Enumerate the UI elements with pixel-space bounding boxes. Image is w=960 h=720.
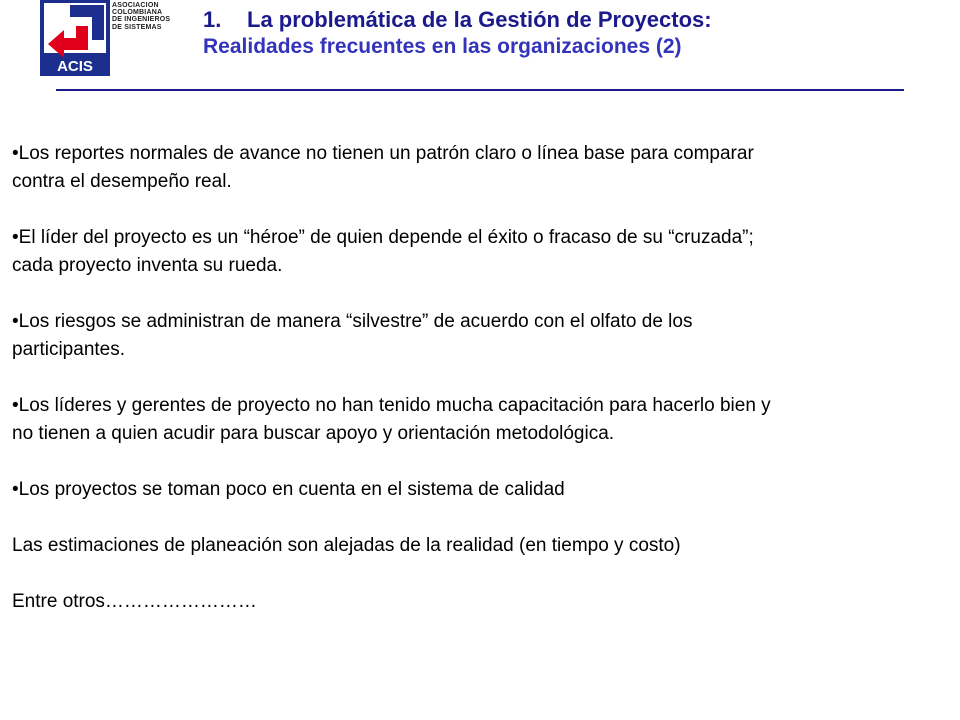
slide-title-number: 1. xyxy=(203,7,222,32)
bullet-paragraph: •Los riesgos se administran de manera “silvestre” de acuerdo con el olfato de los participantes. xyxy=(12,311,693,360)
logo-subtitle-line: DE SISTEMAS xyxy=(112,23,162,31)
logo-subtitle-line: COLOMBIANA xyxy=(112,9,163,17)
logo-subtitle xyxy=(112,2,192,31)
slide-subtitle: Realidades frecuentes en las organizaciones (2) xyxy=(203,35,682,58)
logo-subtitle-line: ASOCIACION xyxy=(112,2,159,9)
bullet-paragraph: •El líder del proyecto es un “héroe” de quien depende el éxito o fracaso de su “cruzada”; cada proyecto inventa su rueda. xyxy=(12,227,754,276)
plain-paragraph: Entre otros…………………… xyxy=(12,591,257,612)
acis-logo xyxy=(40,0,110,76)
acis-logo-graphic xyxy=(40,0,110,76)
bullet-paragraph: •Los proyectos se toman poco en cuenta en el sistema de calidad xyxy=(12,479,565,500)
slide-title xyxy=(203,6,923,34)
bullet-paragraph: •Los líderes y gerentes de proyecto no han tenido mucha capacitación para hacerlo bien y no tienen a quien acudir para buscar apoyo y orientación metodológica. xyxy=(12,395,771,444)
plain-paragraph: Las estimaciones de planeación son alejadas de la realidad (en tiempo y costo) xyxy=(12,535,681,556)
logo-subtitle-line: DE INGENIEROS xyxy=(112,16,171,24)
logo-name: ACIS xyxy=(57,58,93,75)
slide-title-text: La problemática de la Gestión de Proyectos: xyxy=(247,7,712,32)
slide-header xyxy=(203,6,923,60)
slide-body xyxy=(12,140,792,616)
bullet-paragraph: •Los reportes normales de avance no tienen un patrón claro o línea base para comparar contra el desempeño real. xyxy=(12,143,754,192)
header-divider xyxy=(56,89,904,91)
